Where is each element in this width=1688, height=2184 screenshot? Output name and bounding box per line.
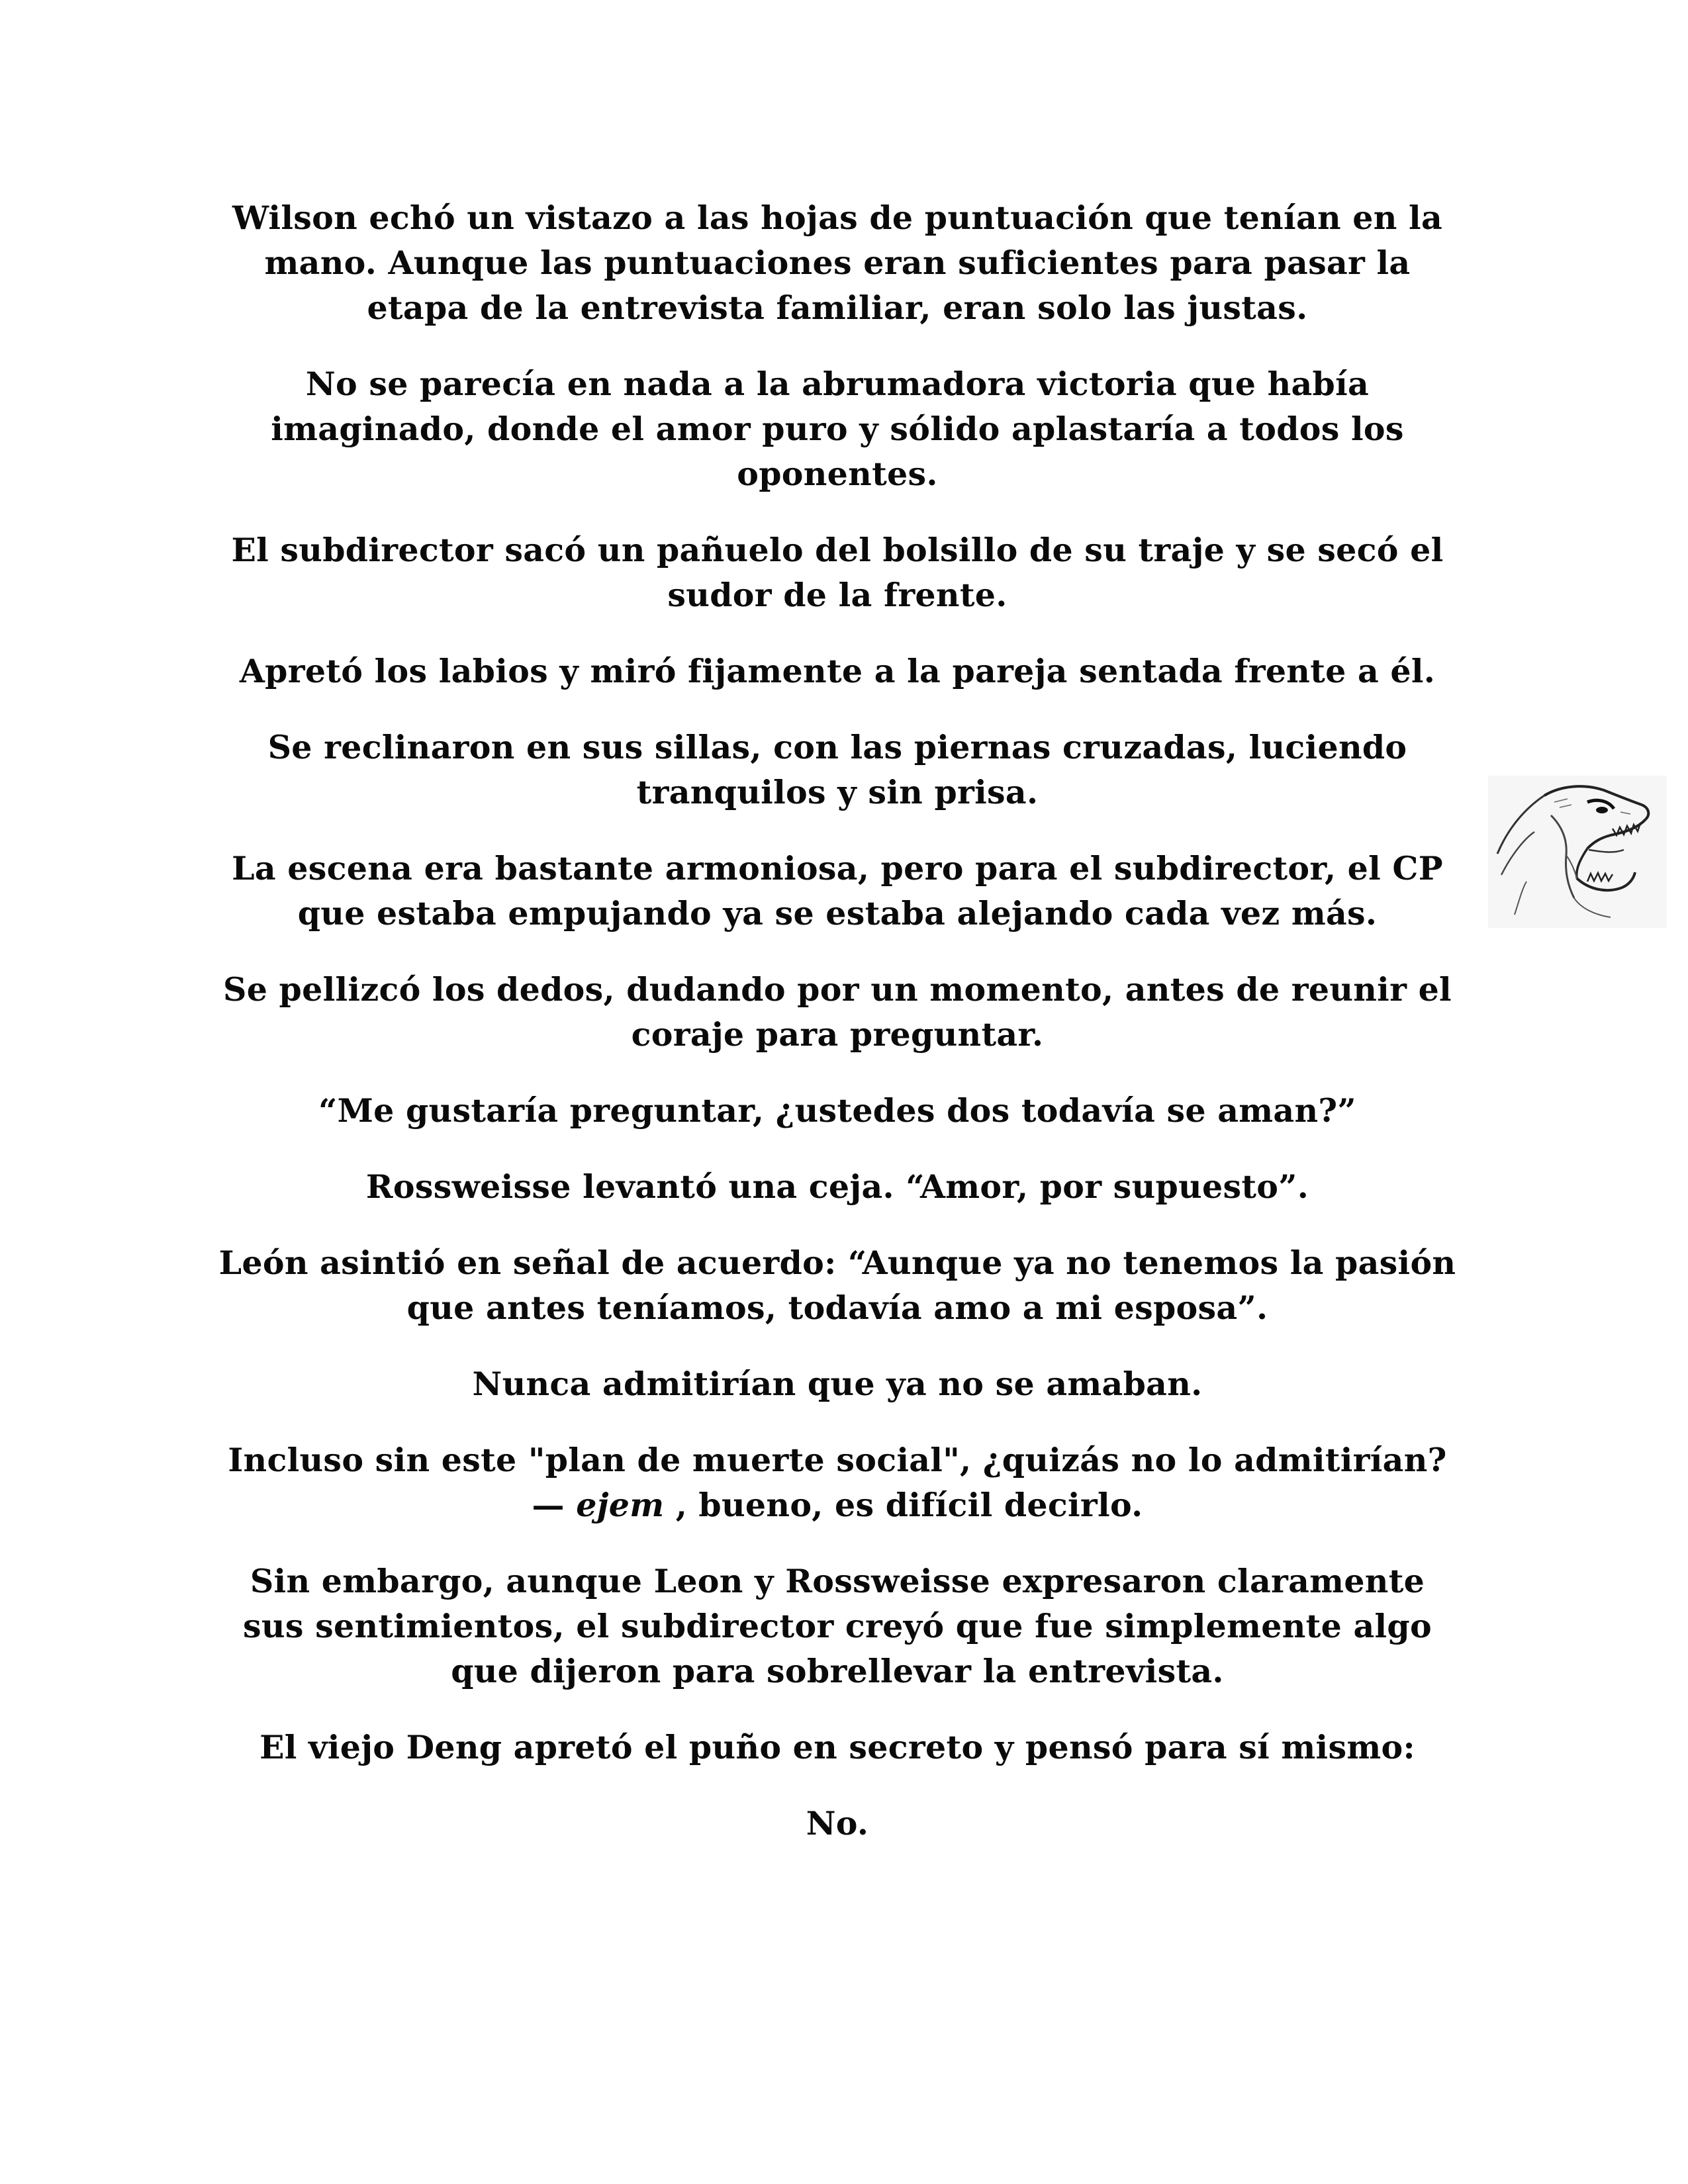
paragraph-12-after: , bueno, es difícil decirlo.: [664, 1486, 1143, 1524]
paragraph-2: No se parecía en nada a la abrumadora victoria que había imaginado, donde el amor puro y sólido aplastaría a todos los oponentes.: [271, 365, 1404, 493]
paragraph-11: Nunca admitirían que ya no se amaban.: [472, 1365, 1203, 1403]
paragraph-3: El subdirector sacó un pañuelo del bolsillo de su traje y se secó el sudor de la frente.: [231, 531, 1444, 614]
dinosaur-sketch-icon: [1488, 776, 1667, 928]
paragraph-8: “Me gustaría preguntar, ¿ustedes dos todavía se aman?”: [318, 1091, 1356, 1130]
paragraph-7: Se pellizcó los dedos, dudando por un momento, antes de reunir el coraje para preguntar.: [223, 970, 1452, 1054]
paragraph-12: [218, 1437, 1456, 1527]
paragraph-15: No.: [806, 1804, 869, 1843]
paragraph-1: Wilson echó un vistazo a las hojas de puntuación que tenían en la mano. Aunque las puntuaciones eran suficientes para pasar la etapa de la entrevista familiar, eran solo las justas.: [232, 199, 1443, 327]
story-text: [218, 195, 1456, 1877]
paragraph-13: Sin embargo, aunque Leon y Rossweisse expresaron claramente sus sentimientos, el subdirector creyó que fue simplemente algo que dijeron para sobrellevar la entrevista.: [243, 1562, 1432, 1690]
paragraph-10: León asintió en señal de acuerdo: “Aunque ya no tenemos la pasión que antes teníamos, todavía amo a mi esposa”.: [218, 1244, 1456, 1327]
paragraph-12-before: Incluso sin este "plan de muerte social", ¿quizás no lo admitirían? —: [228, 1441, 1447, 1524]
paragraph-14: El viejo Deng apretó el puño en secreto y pensó para sí mismo:: [259, 1728, 1415, 1766]
paragraph-12-emphasis: ejem: [576, 1486, 665, 1524]
paragraph-4: Apretó los labios y miró fijamente a la pareja sentada frente a él.: [239, 652, 1436, 690]
paragraph-5: Se reclinaron en sus sillas, con las piernas cruzadas, luciendo tranquilos y sin prisa.: [267, 728, 1407, 811]
paragraph-6: La escena era bastante armoniosa, pero para el subdirector, el CP que estaba empujando ya se estaba alejando cada vez más.: [232, 849, 1443, 933]
paragraph-9: Rossweisse levantó una ceja. “Amor, por supuesto”.: [365, 1167, 1309, 1206]
